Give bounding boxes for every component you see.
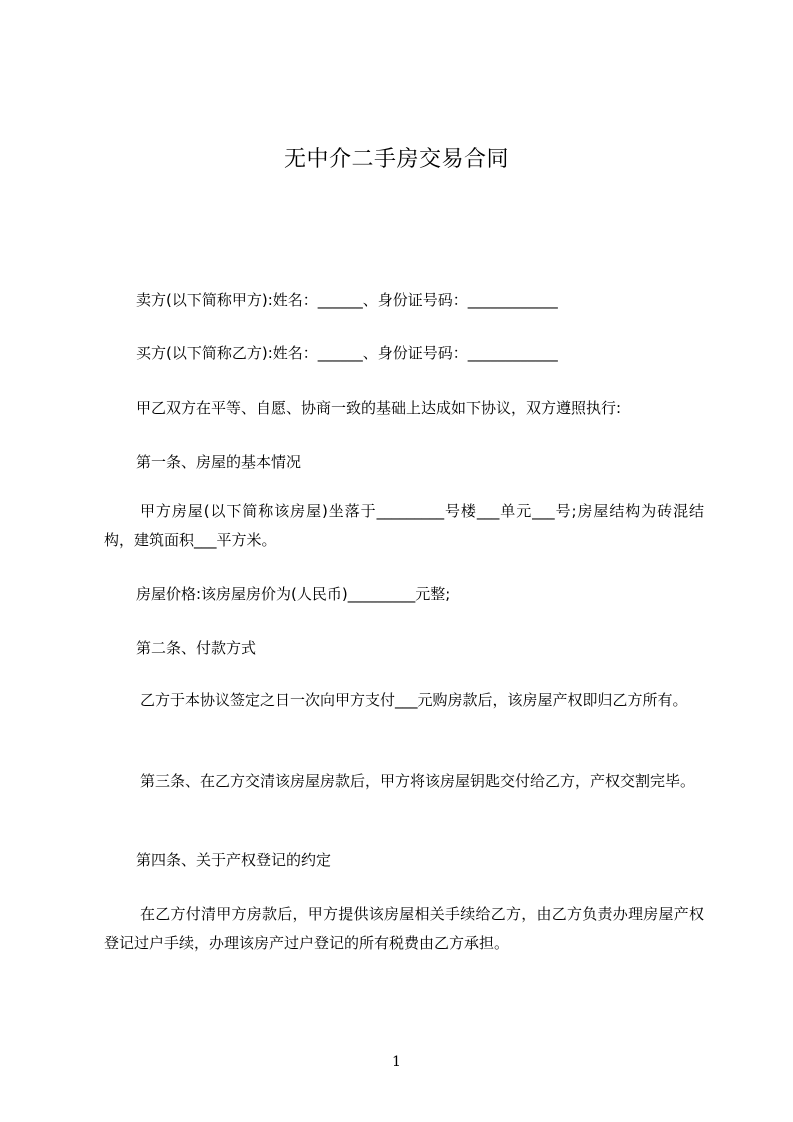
article-2-heading: 第二条、付款方式	[136, 639, 257, 657]
article-1-paragraph: 甲方房屋(以下简称该房屋)坐落于_________号楼___单元___号;房屋结构为砖混结构，建筑面积___平方米。	[104, 502, 704, 549]
article-2-paragraph: 乙方于本协议签定之日一次向甲方支付___元购房款后，该房屋产权即归乙方所有。	[140, 691, 688, 709]
price-paragraph: 房屋价格:该房屋房价为(人民币)_________元整;	[136, 585, 451, 603]
article-4-heading: 第四条、关于产权登记的约定	[136, 851, 332, 869]
buyer-info-line: 买方(以下简称乙方):姓名：______、身份证号码：____________	[136, 344, 558, 362]
seller-info-line: 卖方(以下简称甲方):姓名：______、身份证号码：____________	[136, 291, 558, 309]
article-1-heading: 第一条、房屋的基本情况	[136, 453, 302, 471]
article-4-paragraph: 在乙方付清甲方房款后，甲方提供该房屋相关手续给乙方，由乙方负责办理房屋产权登记过户手续，办理该房产过户登记的所有税费由乙方承担。	[104, 905, 704, 952]
intro-paragraph: 甲乙双方在平等、自愿、协商一致的基础上达成如下协议，双方遵照执行:	[136, 399, 622, 417]
page-number: 1	[392, 1054, 401, 1070]
document-title: 无中介二手房交易合同	[283, 147, 509, 172]
article-3-paragraph: 第三条、在乙方交清该房屋房款后，甲方将该房屋钥匙交付给乙方，产权交割完毕。	[140, 772, 696, 790]
